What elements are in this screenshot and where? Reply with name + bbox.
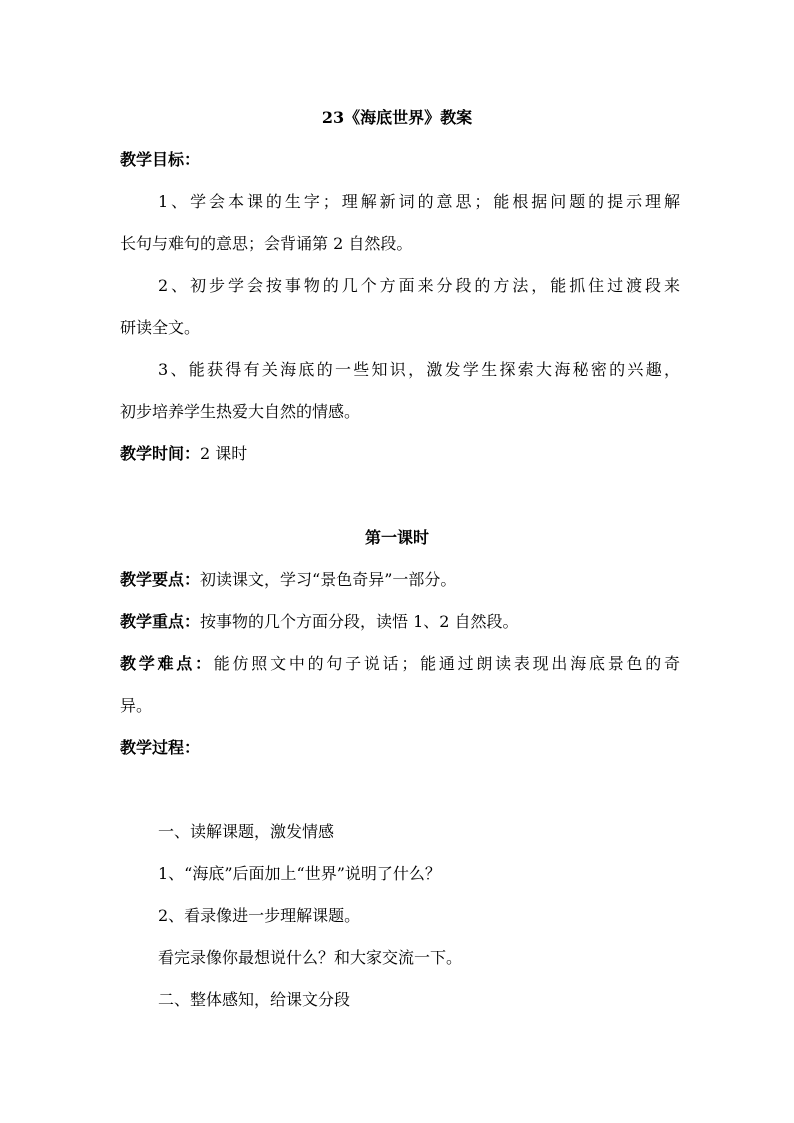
focus-points-value: 按事物的几个方面分段，读悟 1、2 自然段。 [200,612,519,631]
goal-3-line-2: 初步培养学生热爱大自然的情感。 [120,402,361,421]
focus-points [120,611,680,633]
teaching-time [120,443,680,465]
goal-1-line-2: 长句与难句的意思；会背诵第 2 自然段。 [120,234,413,253]
goal-2-line-2: 研读全文。 [120,318,201,337]
goals-heading: 教学目标： [120,150,201,169]
key-points-label: 教学要点： [120,570,201,589]
difficulty-points-line-2: 异。 [120,696,153,715]
lesson-1-heading: 第一课时 [364,528,429,547]
key-points [120,569,680,591]
difficulty-points [120,653,680,675]
goal-2-line-1: 2、初步学会按事物的几个方面来分段的方法，能抓住过渡段来 [158,276,680,295]
goal-3-line-1: 3、能获得有关海底的一些知识，激发学生探索大海秘密的兴趣， [158,360,680,379]
step-1: 一、读解课题，激发情感 [158,822,335,841]
difficulty-points-label: 教学难点： [120,654,214,673]
question-2: 2、看录像进一步理解课题。 [158,906,361,925]
teaching-time-label: 教学时间： [120,444,201,463]
teaching-time-value: 2 课时 [200,444,248,463]
step-2: 二、整体感知，给课文分段 [158,990,351,1009]
process-heading: 教学过程： [120,738,201,757]
question-3: 看完录像你最想说什么？和大家交流一下。 [158,948,463,967]
focus-points-label: 教学重点： [120,612,201,631]
difficulty-points-value: 能仿照文中的句子说话；能通过朗读表现出海底景色的奇 [213,654,680,673]
key-points-value: 初读课文，学习“景色奇异”一部分。 [200,570,457,589]
goal-1-line-1: 1、学会本课的生字；理解新词的意思；能根据问题的提示理解 [158,192,680,211]
question-1: 1、“海底”后面加上“世界”说明了什么？ [158,864,441,883]
doc-title: 23《海底世界》教案 [321,108,473,127]
